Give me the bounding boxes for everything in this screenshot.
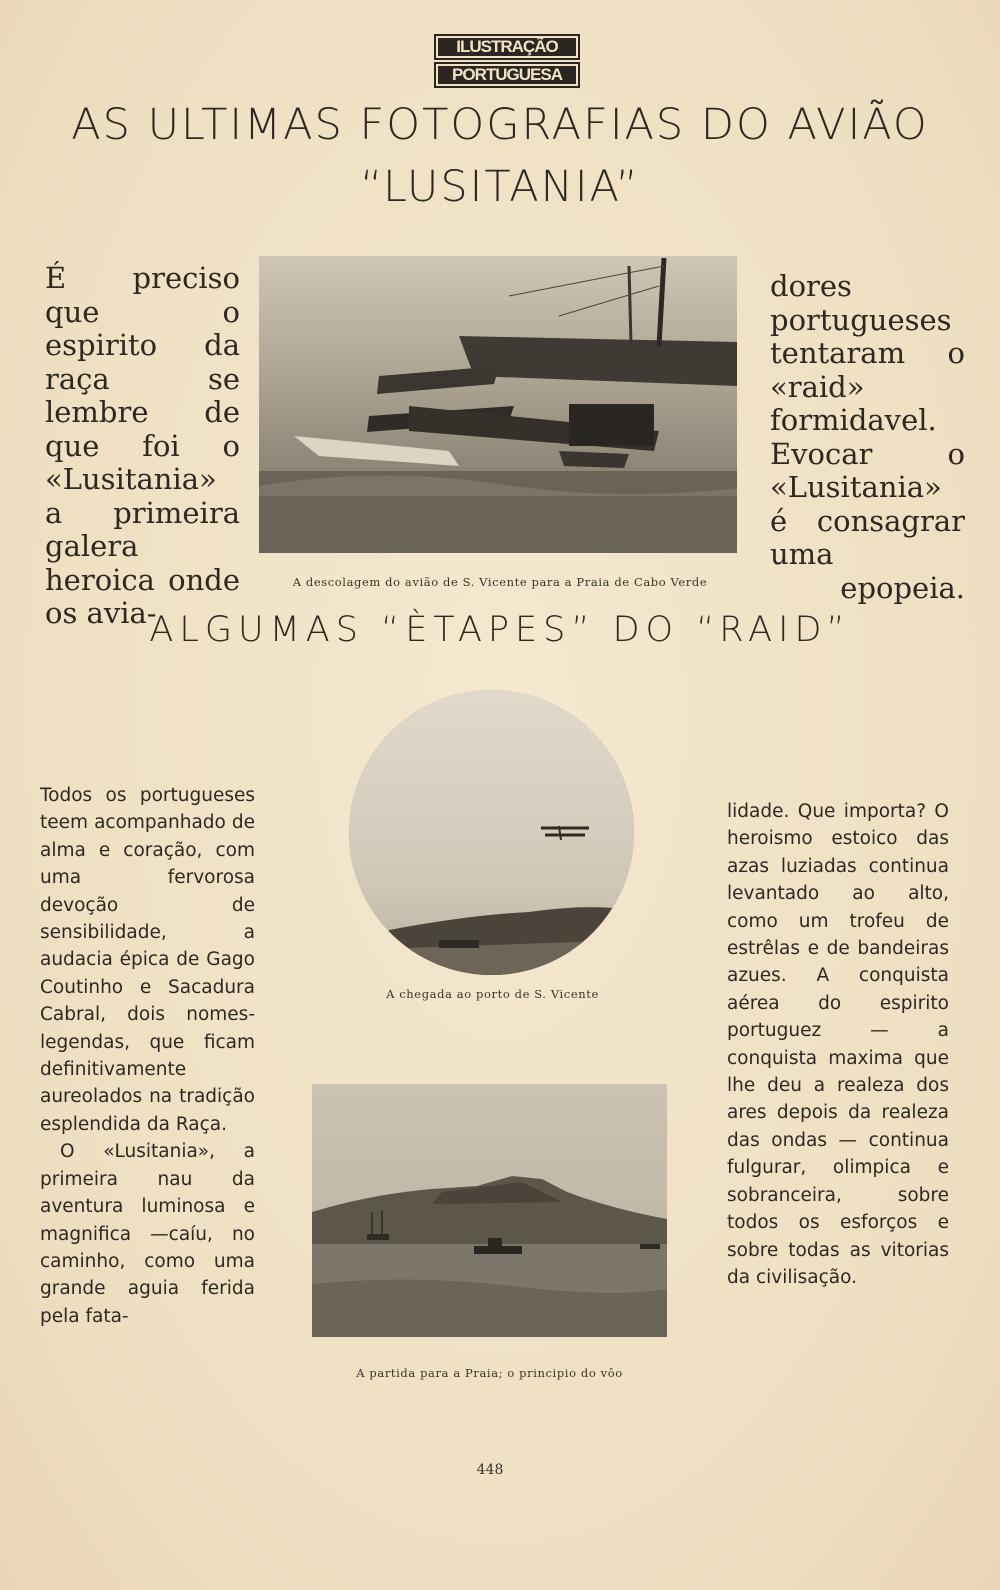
- section-title: ALGUMAS “ÈTAPES” DO “RAID”: [149, 610, 851, 650]
- body-right-paragraph-1: lidade. Que importa? O heroismo estoico das azas luziadas continua levantado ao alto, como um trofeu de estrêlas e de bandeiras azues. A conquista aérea do espirito portuguez — a conquista maxima que lhe deu a realeza dos ares depois da realeza das ondas — continua fulgurar, olimpica e sobranceira, sobre todos os esforços e sobre todas as vitorias da civilisação.: [727, 801, 949, 1288]
- headline-line-2: “LUSITANIA”: [360, 162, 640, 212]
- body-column-right: [727, 798, 949, 1291]
- page-number: 448: [476, 1462, 504, 1478]
- body-column-left: [40, 782, 255, 1330]
- masthead-line-1: ILUSTRAÇÃO: [434, 34, 580, 60]
- headline-line-1: AS ULTIMAS FOTOGRAFIAS DO AVIÃO: [71, 100, 929, 150]
- masthead-line-2: PORTUGUESA: [434, 62, 580, 88]
- departure-photo: [312, 1084, 667, 1337]
- page-headline: [20, 94, 980, 218]
- takeoff-photo: [259, 256, 737, 553]
- takeoff-photo-caption: A descolagem do avião de S. Vicente para a Praia de Cabo Verde: [292, 575, 708, 589]
- intro-text-left: É preciso que o espirito da raça se lembre de que foi o «Lusitania» a primeira galera heroica onde os avia-: [45, 261, 240, 630]
- magazine-masthead-logo: [434, 34, 580, 84]
- body-left-paragraph-1: Todos os portugueses teem acompanhado de alma e coração, com uma fervorosa devoção de sensibilidade, a audacia épica de Gago Coutinho e Sacadura Cabral, dois nomes-legendas, que ficam definitivamente aureolados na tradição esplendida da Raça.: [40, 785, 255, 1135]
- intro-text-right: dores portugueses tentaram o «raid» formidavel. Evocar o «Lusitania» é consagrar uma epopeia.: [770, 269, 965, 605]
- arrival-photo: [349, 690, 634, 975]
- arrival-photo-caption: A chegada ao porto de S. Vicente: [386, 987, 599, 1001]
- departure-photo-caption: A partida para a Praia; o principio do vôo: [356, 1366, 623, 1380]
- body-left-paragraph-2: O «Lusitania», a primeira nau da aventura luminosa e magnifica —caíu, no caminho, como uma grande aguia ferida pela fata-: [40, 1141, 255, 1327]
